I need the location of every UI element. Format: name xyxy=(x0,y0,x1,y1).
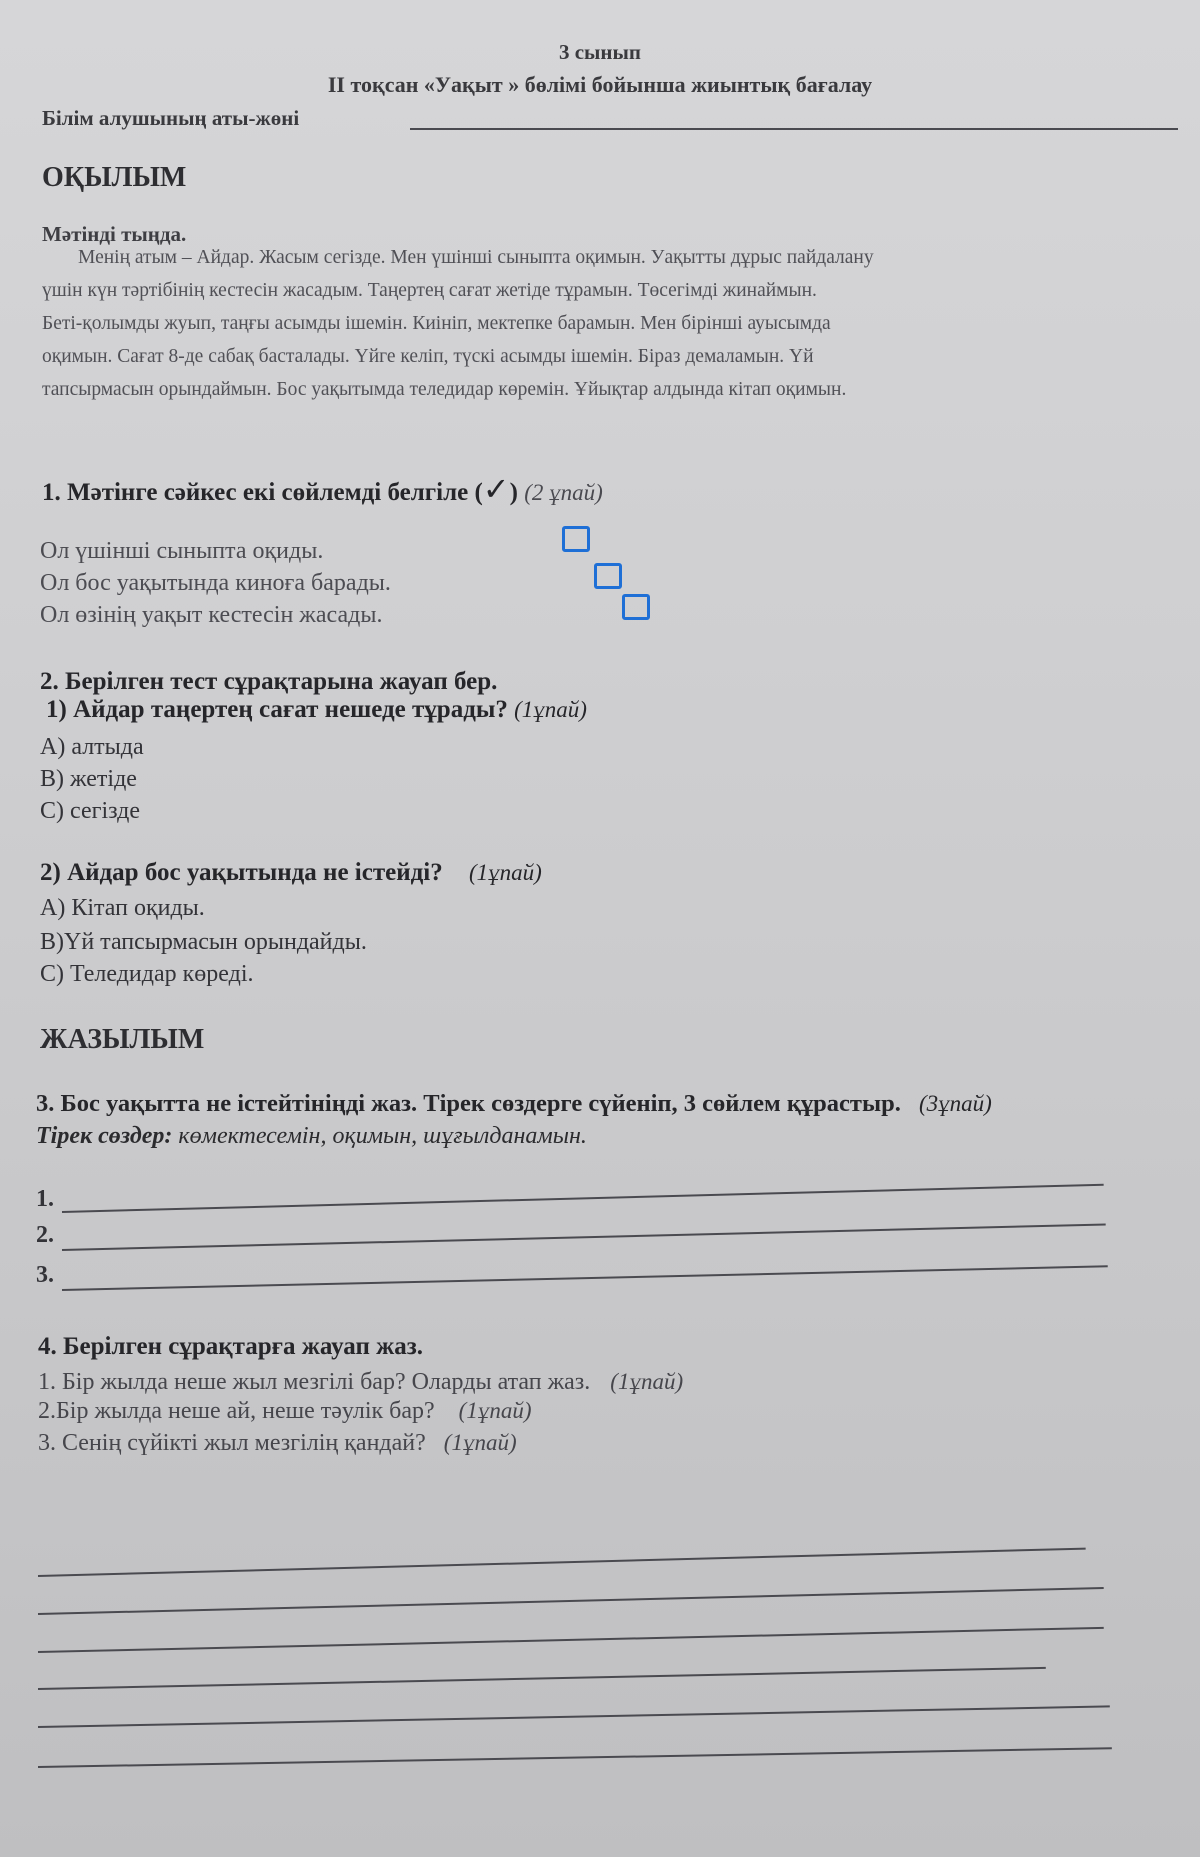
reading-paragraph xyxy=(42,241,1182,406)
q2-sub1-option[interactable]: С) сегізде xyxy=(40,798,141,824)
q4-answer-line[interactable] xyxy=(38,1587,1104,1615)
q4-title: 4. Берілген сұрақтарға жауап жаз. xyxy=(38,1333,424,1360)
q2-sub1-option[interactable]: А) алтыда xyxy=(40,734,144,760)
q2-sub2-prompt: 2) Айдар бос уақытында не істейді? (1ұпай) xyxy=(40,859,542,886)
paragraph-line: Беті-қолымды жуып, таңғы асымды ішемін. Киініп, мектепке барамын. Мен бірінші ауысымда xyxy=(42,313,831,334)
q4-answer-line[interactable] xyxy=(38,1747,1112,1768)
q2-sub1-option[interactable]: В) жетіде xyxy=(40,766,137,792)
q2-sub2-option[interactable]: С) Теледидар көреді. xyxy=(40,961,254,987)
reading-instruction: Мәтінді тыңда. xyxy=(42,222,187,246)
q3-answer-line[interactable] xyxy=(62,1223,1106,1251)
q1-points: (2 ұпай) xyxy=(524,480,603,505)
student-name-line[interactable] xyxy=(410,128,1178,130)
q1-prompt: 1. Мәтінге сәйкес екі сөйлемді белгіле (✓) (2 ұпай) xyxy=(42,470,603,508)
q3-prompt: 3. Бос уақытта не істейтініңді жаз. Тірек сөздерге сүйеніп, 3 сөйлем құрастыр. (3ұпай) xyxy=(36,1090,992,1117)
q3-support-words: Тірек сөздер: көмектесемін, оқимын, шұғылданамын. xyxy=(36,1123,587,1149)
writing-section-title: ЖАЗЫЛЫМ xyxy=(40,1024,205,1055)
grade-label: 3 сынып xyxy=(558,40,642,64)
q4-question: 2.Бір жылда неше ай, неше тәулік бар? (1ұпай) xyxy=(38,1398,532,1424)
q1-checkbox-3[interactable] xyxy=(622,594,650,620)
q1-statement: Ол бос уақытында киноға барады. xyxy=(40,570,391,596)
q1-statement: Ол өзінің уақыт кестесін жасады. xyxy=(40,602,383,628)
q4-question: 1. Бір жылда неше жыл мезгілі бар? Оларды атап жаз. (1ұпай) xyxy=(38,1369,684,1395)
q2-sub2-option[interactable]: А) Кітап оқиды. xyxy=(40,895,205,921)
q2-sub2-points: (1ұпай) xyxy=(468,860,542,885)
q2-sub2-option[interactable]: В)Үй тапсырмасын орындайды. xyxy=(40,929,367,955)
q1-checkbox-2[interactable] xyxy=(594,563,622,589)
q3-line-label: 2. xyxy=(36,1222,54,1248)
q3-answer-line[interactable] xyxy=(62,1184,1104,1213)
q4-answer-line[interactable] xyxy=(38,1627,1104,1653)
check-mark-icon: ✓ xyxy=(482,470,510,508)
paragraph-line: тапсырмасын орындаймын. Бос уақытымда теледидар көремін. Ұйықтар алдында кітап оқимын. xyxy=(42,379,847,400)
q3-line-label: 1. xyxy=(36,1186,54,1212)
q1-checkbox-1[interactable] xyxy=(562,526,590,552)
q2-title: 2. Берілген тест сұрақтарына жауап бер. xyxy=(40,668,498,695)
q1-statement: Ол үшінші сыныпта оқиды. xyxy=(40,538,324,564)
q3-answer-line[interactable] xyxy=(62,1265,1108,1291)
paragraph-line: оқимын. Сағат 8-де сабақ басталады. Үйге келіп, түскі асымды ішемін. Біраз демаламын. Үй xyxy=(42,346,814,367)
assessment-subtitle: II тоқсан «Уақыт » бөлімі бойынша жиынтық бағалау xyxy=(327,72,873,97)
q2-sub1-prompt: 1) Айдар таңертең сағат нешеде тұрады? (1ұпай) xyxy=(46,696,587,723)
q4-answer-line[interactable] xyxy=(38,1705,1110,1728)
reading-section-title: ОҚЫЛЫМ xyxy=(42,162,187,193)
q4-answer-line[interactable] xyxy=(38,1548,1086,1577)
q4-answer-line[interactable] xyxy=(38,1667,1046,1690)
q3-points: (3ұпай) xyxy=(918,1091,992,1116)
q2-sub1-points: (1ұпай) xyxy=(514,697,587,722)
student-name-label: Білім алушының аты-жөні xyxy=(42,106,300,130)
paragraph-line: үшін күн тәртібінің кестесін жасадым. Таңертең сағат жетіде тұрамын. Төсегімді жинаймын. xyxy=(42,280,817,301)
paragraph-line: Менің атым – Айдар. Жасым сегізде. Мен үшінші сыныпта оқимын. Уақытты дұрыс пайдалану xyxy=(78,247,874,268)
q3-line-label: 3. xyxy=(36,1262,54,1288)
q4-question: 3. Сенің сүйікті жыл мезгілің қандай? (1ұпай) xyxy=(38,1430,517,1456)
